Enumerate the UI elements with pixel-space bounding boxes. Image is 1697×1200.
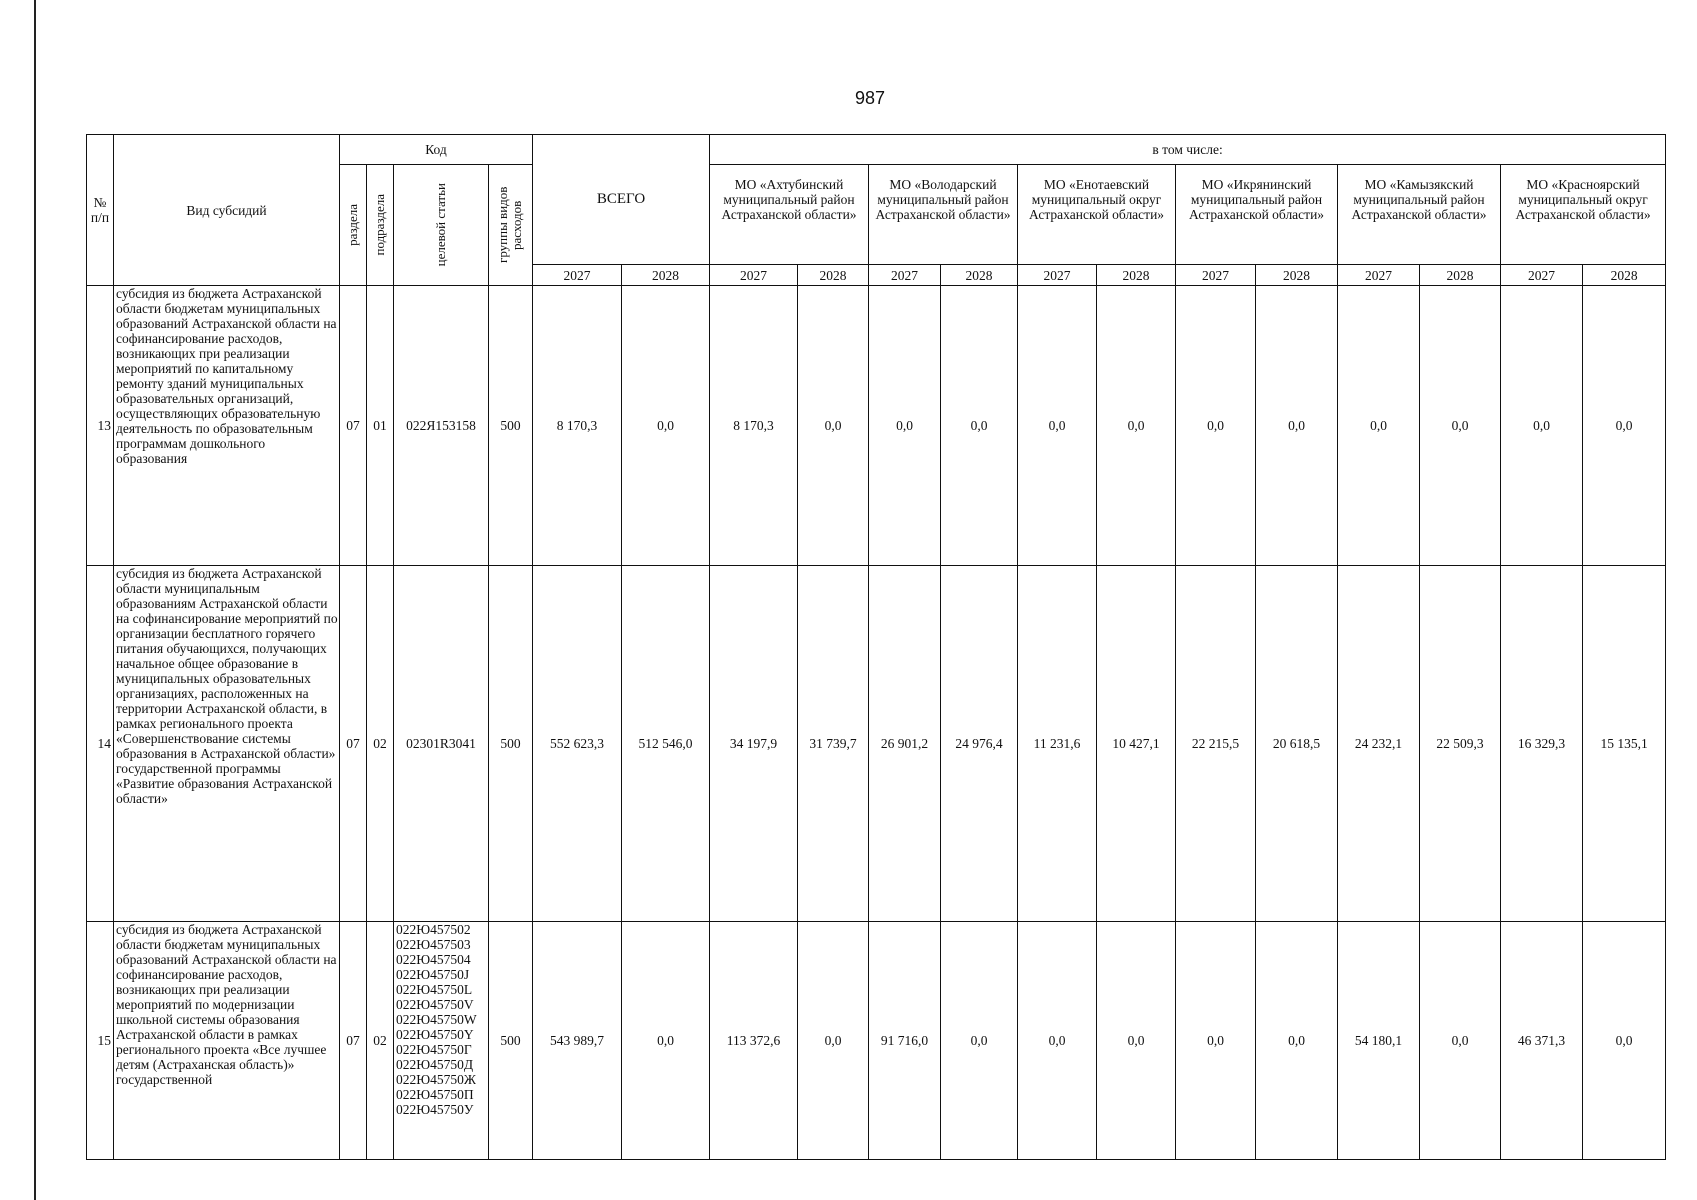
row-number: 14 bbox=[87, 566, 114, 922]
row-value: 0,0 bbox=[1420, 286, 1501, 566]
table-row bbox=[87, 286, 1666, 566]
row-subsection: 02 bbox=[367, 566, 394, 922]
row-value: 22 215,5 bbox=[1176, 566, 1256, 922]
header-total: ВСЕГО bbox=[533, 135, 710, 265]
row-value: 54 180,1 bbox=[1338, 922, 1420, 1160]
row-value: 0,0 bbox=[869, 286, 941, 566]
row-value: 0,0 bbox=[798, 922, 869, 1160]
row-number: 15 bbox=[87, 922, 114, 1160]
row-description: субсидия из бюджета Астраханской области муниципальным образованиям Астраханской области на софинансирование мероприятий по организации бесплатного горячего питания обучающихся, получающих начальное общее образование в муниципальных образовательных организациях, расположенных на территории Астраханской области, в рамках регионального проекта «Совершенствование системы образования в Астраханской области» государственной программы «Развитие образования Астраханской области» bbox=[114, 566, 340, 922]
header-code-target bbox=[394, 165, 489, 286]
row-section: 07 bbox=[340, 922, 367, 1160]
row-value: 8 170,3 bbox=[710, 286, 798, 566]
header-code-target-label: целевой статьи bbox=[433, 183, 448, 267]
row-value: 0,0 bbox=[1583, 286, 1666, 566]
row-value: 22 509,3 bbox=[1420, 566, 1501, 922]
header-mo-enotaevsky: МО «Енотаевский муниципальный округ Астраханской области» bbox=[1018, 165, 1176, 265]
header-year: 2028 bbox=[1583, 265, 1666, 286]
row-group: 500 bbox=[489, 286, 533, 566]
header-year: 2028 bbox=[1256, 265, 1338, 286]
header-code-group-type bbox=[489, 165, 533, 286]
row-value: 11 231,6 bbox=[1018, 566, 1097, 922]
header-year: 2027 bbox=[1501, 265, 1583, 286]
row-value: 512 546,0 bbox=[622, 566, 710, 922]
header-code-section bbox=[340, 165, 367, 286]
table-row bbox=[87, 922, 1666, 1160]
row-value: 15 135,1 bbox=[1583, 566, 1666, 922]
header-mo-ikryaninsky: МО «Икрянинский муниципальный район Астраханской области» bbox=[1176, 165, 1338, 265]
header-mo-volodarsky: МО «Володарский муниципальный район Астраханской области» bbox=[869, 165, 1018, 265]
row-value: 0,0 bbox=[1018, 922, 1097, 1160]
row-value: 0,0 bbox=[622, 922, 710, 1160]
subsidy-table bbox=[86, 134, 1666, 1160]
header-year: 2028 bbox=[941, 265, 1018, 286]
header-year: 2028 bbox=[1420, 265, 1501, 286]
header-row-number bbox=[87, 135, 114, 286]
row-value: 0,0 bbox=[1583, 922, 1666, 1160]
row-value: 31 739,7 bbox=[798, 566, 869, 922]
row-value: 0,0 bbox=[622, 286, 710, 566]
header-year: 2027 bbox=[710, 265, 798, 286]
row-target: 022Я153158 bbox=[394, 286, 489, 566]
row-value: 10 427,1 bbox=[1097, 566, 1176, 922]
row-section: 07 bbox=[340, 286, 367, 566]
row-subsection: 02 bbox=[367, 922, 394, 1160]
header-year: 2028 bbox=[1097, 265, 1176, 286]
row-value: 0,0 bbox=[1176, 922, 1256, 1160]
row-description: субсидия из бюджета Астраханской области бюджетам муниципальных образований Астраханской области на софинансирование расходов, возникающих при реализации мероприятий по капитальному ремонту зданий муниципальных образовательных организаций, осуществляющих образовательную деятельность по образовательным программам дошкольного образования bbox=[114, 286, 340, 566]
header-year: 2027 bbox=[869, 265, 941, 286]
row-value: 0,0 bbox=[1420, 922, 1501, 1160]
table-row bbox=[87, 566, 1666, 922]
row-number: 13 bbox=[87, 286, 114, 566]
header-year: 2027 bbox=[533, 265, 622, 286]
left-margin-line bbox=[34, 0, 36, 1200]
header-mo-kamyzyaksky: МО «Камызякский муниципальный район Астраханской области» bbox=[1338, 165, 1501, 265]
header-year: 2027 bbox=[1018, 265, 1097, 286]
row-value: 91 716,0 bbox=[869, 922, 941, 1160]
page-number: 987 bbox=[854, 88, 886, 108]
row-value: 0,0 bbox=[1501, 286, 1583, 566]
row-value: 34 197,9 bbox=[710, 566, 798, 922]
row-value: 0,0 bbox=[941, 922, 1018, 1160]
row-value: 26 901,2 bbox=[869, 566, 941, 922]
header-code-section-label: раздела bbox=[345, 204, 360, 246]
header-row-number-label: № п/п bbox=[90, 195, 110, 225]
header-mo-akhtubinsky: МО «Ахтубинский муниципальный район Астраханской области» bbox=[710, 165, 869, 265]
header-code-group: Код bbox=[340, 135, 533, 165]
header-subsidy-type: Вид субсидий bbox=[114, 135, 340, 286]
row-value: 0,0 bbox=[941, 286, 1018, 566]
header-year: 2027 bbox=[1338, 265, 1420, 286]
row-value: 24 232,1 bbox=[1338, 566, 1420, 922]
row-group: 500 bbox=[489, 922, 533, 1160]
header-code-subsection-label: подраздела bbox=[372, 194, 387, 256]
row-value: 20 618,5 bbox=[1256, 566, 1338, 922]
header-year: 2028 bbox=[622, 265, 710, 286]
header-mo-krasnoyarsky: МО «Красноярский муниципальный округ Астраханской области» bbox=[1501, 165, 1666, 265]
row-value: 0,0 bbox=[1338, 286, 1420, 566]
row-value: 113 372,6 bbox=[710, 922, 798, 1160]
header-year: 2027 bbox=[1176, 265, 1256, 286]
row-value: 0,0 bbox=[1256, 286, 1338, 566]
row-value: 24 976,4 bbox=[941, 566, 1018, 922]
row-group: 500 bbox=[489, 566, 533, 922]
row-subsection: 01 bbox=[367, 286, 394, 566]
row-value: 0,0 bbox=[1256, 922, 1338, 1160]
row-value: 0,0 bbox=[1018, 286, 1097, 566]
row-target: 022Ю457502 022Ю457503 022Ю457504 022Ю45750J 022Ю45750L 022Ю45750V 022Ю45750W 022Ю45750Y 022Ю45750Г 022Ю45750Д 022Ю45750Ж 022Ю45750П 022Ю45750У bbox=[394, 922, 489, 1160]
header-year: 2028 bbox=[798, 265, 869, 286]
row-section: 07 bbox=[340, 566, 367, 922]
row-value: 8 170,3 bbox=[533, 286, 622, 566]
row-value: 0,0 bbox=[1097, 286, 1176, 566]
row-description: субсидия из бюджета Астраханской области бюджетам муниципальных образований Астраханской области на софинансирование расходов, возникающих при реализации мероприятий по модернизации школьной системы образования Астраханской области в рамках регионального проекта «Все лучшее детям (Астраханская область)» государственной bbox=[114, 922, 340, 1160]
header-code-group-type-label: группы видов расходов bbox=[494, 186, 524, 264]
row-value: 0,0 bbox=[1176, 286, 1256, 566]
row-value: 46 371,3 bbox=[1501, 922, 1583, 1160]
row-value: 543 989,7 bbox=[533, 922, 622, 1160]
row-value: 0,0 bbox=[798, 286, 869, 566]
row-value: 0,0 bbox=[1097, 922, 1176, 1160]
header-code-subsection bbox=[367, 165, 394, 286]
header-including: в том числе: bbox=[710, 135, 1666, 165]
row-value: 552 623,3 bbox=[533, 566, 622, 922]
row-target: 02301R3041 bbox=[394, 566, 489, 922]
row-value: 16 329,3 bbox=[1501, 566, 1583, 922]
